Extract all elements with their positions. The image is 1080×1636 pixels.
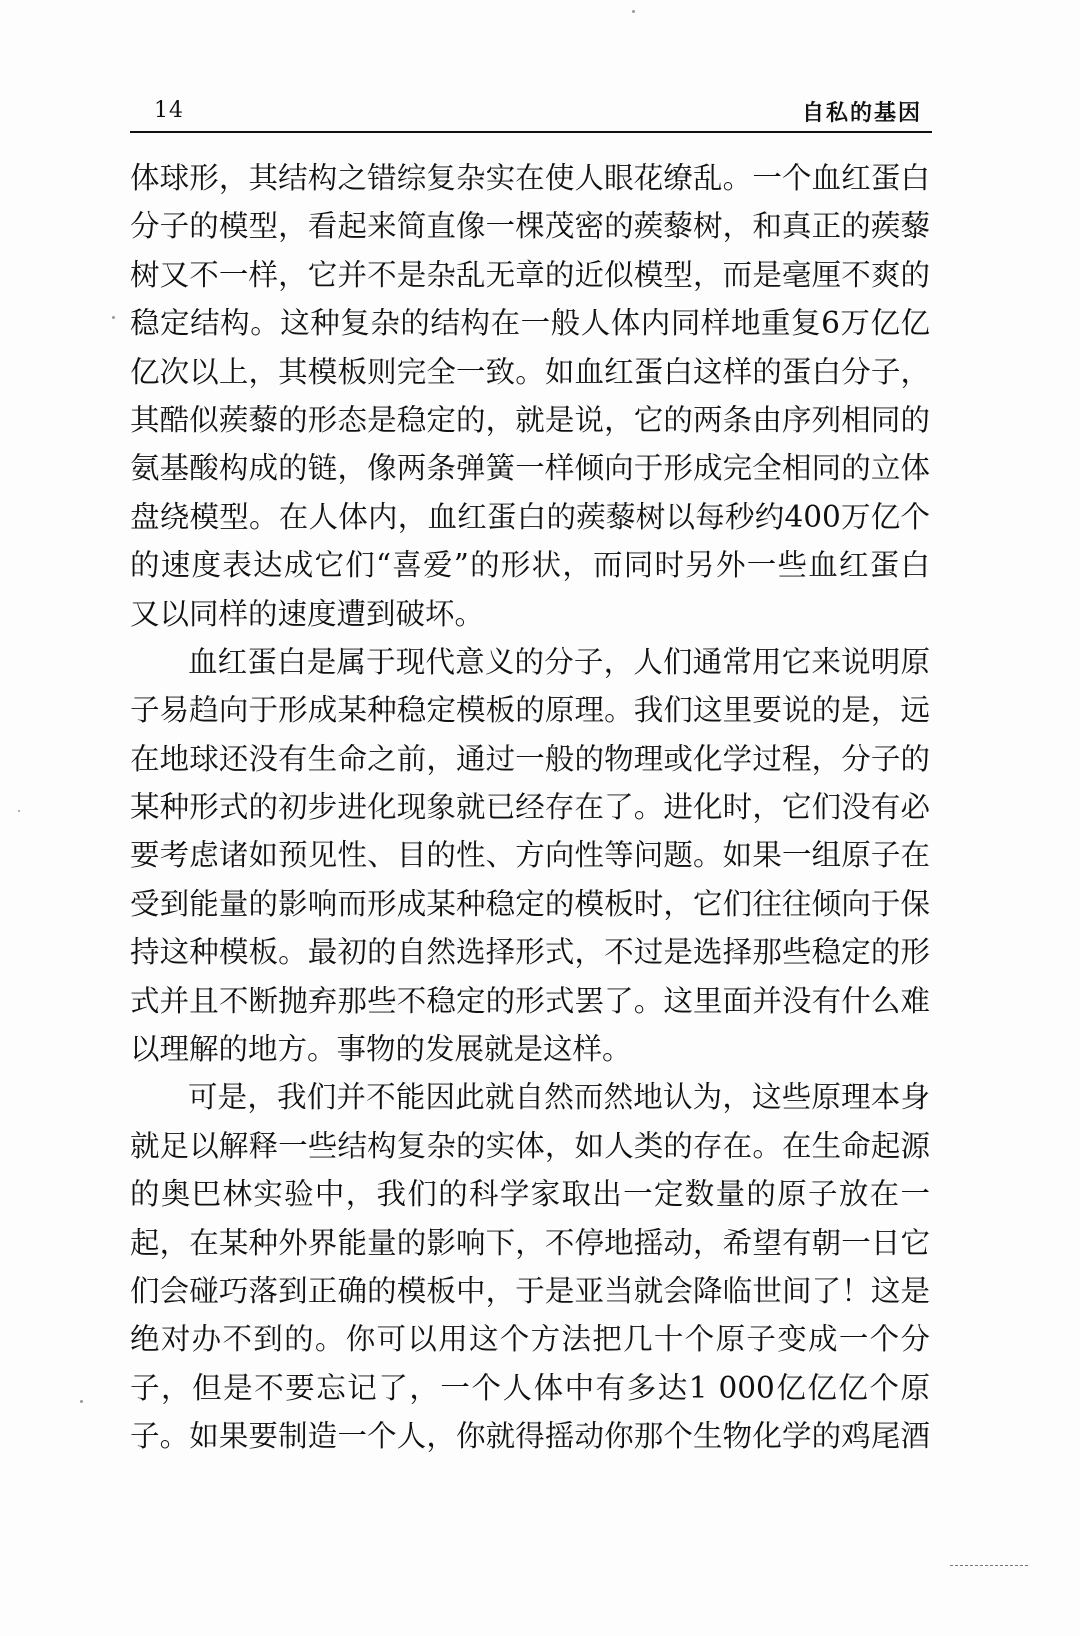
header-rule [130,131,932,133]
text-line: 绝对办不到的。你可以用这个方法把几十个原子变成一个分 [130,1322,930,1357]
page-header [130,92,930,132]
text-line: 受到能量的影响而形成某种稳定的模板时，它们往往倾向于保 [130,886,930,921]
text-line: 其酷似蒺藜的形态是稳定的，就是说，它的两条由序列相同的 [130,402,930,437]
text-line: 稳定结构。这种复杂的结构在一般人体内同样地重复6万亿亿 [130,306,930,341]
text-line: 们会碰巧落到正确的模板中，于是亚当就会降临世间了！这是 [130,1273,930,1308]
text-line: 氨基酸构成的链，像两条弹簧一样倾向于形成完全相同的立体 [130,451,930,486]
text-line: 子。如果要制造一个人，你就得摇动你那个生物化学的鸡尾酒 [130,1419,930,1454]
text-line: 的奥巴林实验中，我们的科学家取出一定数量的原子放在一 [130,1177,930,1212]
text-line: 体球形，其结构之错综复杂实在使人眼花缭乱。一个血红蛋白 [130,161,930,195]
scan-speck [80,1400,83,1403]
text-line: 在地球还没有生命之前，通过一般的物理或化学过程，分子的 [130,741,930,776]
paragraph-2 [130,638,930,1074]
scan-speck [632,10,635,13]
text-line: 亿次以上，其模板则完全一致。如血红蛋白这样的蛋白分子， [130,354,930,389]
text-line: 又以同样的速度遭到破坏。 [130,596,485,631]
page-number: 14 [154,98,184,123]
text-line: 盘绕模型。在人体内，血红蛋白的蒺藜树以每秒约400万亿个 [130,499,930,534]
running-title: 自私的基因 [801,100,922,126]
scan-speck [18,810,20,812]
text-line: 子，但是不要忘记了，一个人体中有多达1 000亿亿亿个原 [130,1370,930,1405]
paragraph-1 [130,154,930,638]
text-line: 分子的模型，看起来简直像一棵茂密的蒺藜树，和真正的蒺藜 [130,209,930,244]
text-line: 持这种模板。最初的自然选择形式，不过是选择那些稳定的形 [130,935,930,970]
scan-mark [950,1565,1028,1567]
text-line: 可是，我们并不能因此就自然而然地认为，这些原理本身 [188,1080,930,1115]
text-line: 要考虑诸如预见性、目的性、方向性等问题。如果一组原子在 [130,838,930,873]
text-line: 式并且不断抛弃那些不稳定的形式罢了。这里面并没有什么难 [130,983,930,1018]
paragraph-3 [130,1073,930,1460]
text-line: 子易趋向于形成某种稳定模板的原理。我们这里要说的是，远 [130,693,930,728]
scan-speck [112,316,115,319]
text-line: 以理解的地方。事物的发展就是这样。 [130,1032,632,1067]
text-line: 起，在某种外界能量的影响下，不停地摇动，希望有朝一日它 [130,1225,930,1260]
text-line: 就足以解释一些结构复杂的实体，如人类的存在。在生命起源 [130,1128,930,1163]
text-line: 血红蛋白是属于现代意义的分子，人们通常用它来说明原 [188,644,930,679]
text-line: 某种形式的初步进化现象就已经存在了。进化时，它们没有必 [130,790,930,825]
text-line: 的速度表达成它们“喜爱”的形状，而同时另外一些血红蛋白 [130,548,930,583]
text-line: 树又不一样，它并不是杂乱无章的近似模型，而是毫厘不爽的 [130,257,930,292]
body-text [130,154,930,1461]
